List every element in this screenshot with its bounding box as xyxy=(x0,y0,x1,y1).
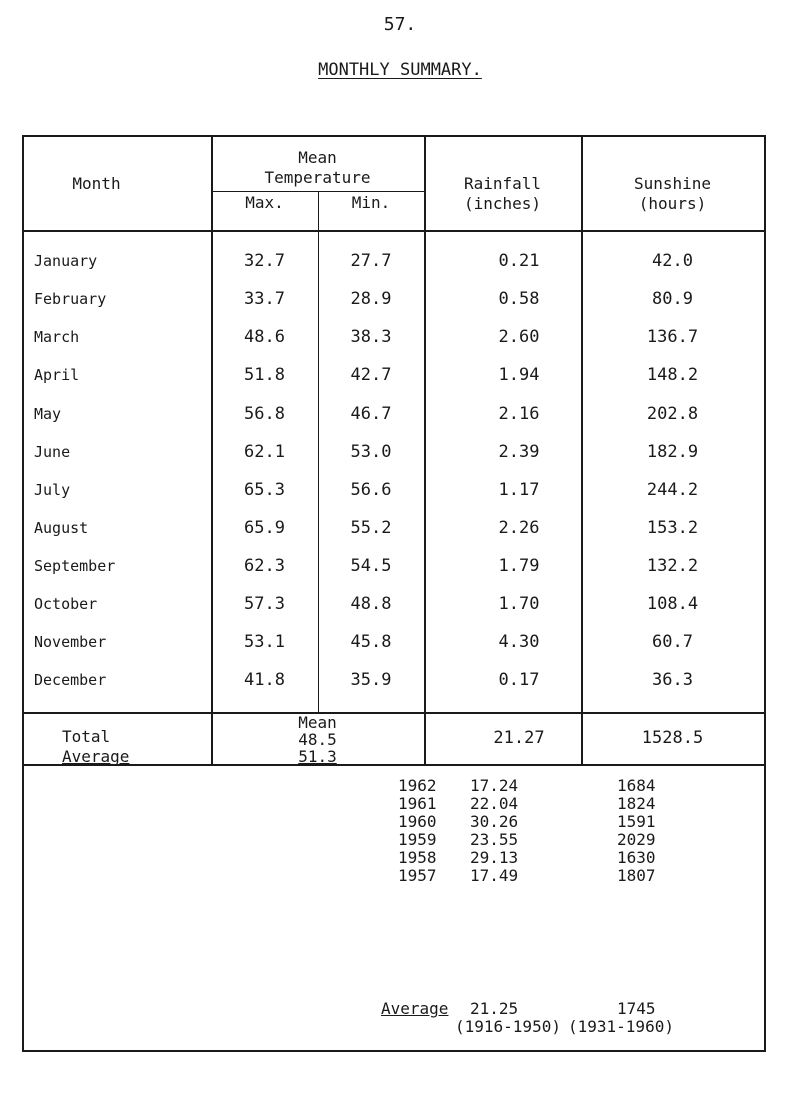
rainfall-cell: 2.39 xyxy=(498,442,540,462)
max-cell: 65.9 xyxy=(244,518,285,538)
month-cell: January xyxy=(34,252,98,270)
rainfall-period: (1916-1950) xyxy=(455,1017,561,1036)
min-cell: 54.5 xyxy=(350,556,392,576)
month-cell: February xyxy=(34,290,107,308)
max-cell: 62.1 xyxy=(244,442,285,462)
mean-temperature-header: Mean Temperature xyxy=(264,148,371,187)
rainfall-cell: 1.94 xyxy=(498,365,540,385)
min-cell: 28.9 xyxy=(350,289,392,309)
min-cell: 35.9 xyxy=(350,670,392,690)
sunshine-period: (1931-1960) xyxy=(568,1017,674,1036)
rainfall-cell: 1.79 xyxy=(498,556,540,576)
max-cell: 62.3 xyxy=(244,556,285,576)
max-cell: 48.6 xyxy=(244,327,285,347)
min-cell: 38.3 xyxy=(350,327,392,347)
sunshine-cell: 136.7 xyxy=(646,327,699,347)
max-cell: 33.7 xyxy=(244,289,285,309)
month-cell: November xyxy=(34,633,107,651)
page-number: 57. xyxy=(383,14,417,35)
average-label: Average xyxy=(381,999,449,1018)
sunshine-cell: 182.9 xyxy=(646,442,699,462)
max-cell: 51.8 xyxy=(244,365,285,385)
average-rainfall: 21.25 xyxy=(470,999,519,1018)
month-cell: July xyxy=(34,481,71,499)
min-cell: 27.7 xyxy=(350,251,392,271)
average-sunshine: 1745 xyxy=(617,999,656,1018)
sunshine-cell: 132.2 xyxy=(646,556,699,576)
min-cell: 55.2 xyxy=(350,518,392,538)
rainfall-header: Rainfall (inches) xyxy=(463,174,542,213)
max-cell: 65.3 xyxy=(244,480,285,500)
rainfall-cell: 1.70 xyxy=(498,594,540,614)
document-title: MONTHLY SUMMARY. xyxy=(318,60,482,80)
sunshine-cell: 42.0 xyxy=(652,251,693,271)
rainfall-cell: 0.21 xyxy=(498,251,540,271)
month-cell: October xyxy=(34,595,98,613)
month-cell: December xyxy=(34,671,107,689)
min-cell: 42.7 xyxy=(350,365,392,385)
rainfall-cell: 2.16 xyxy=(498,404,540,424)
min-cell: 45.8 xyxy=(350,632,392,652)
rainfall-cell: 1.17 xyxy=(498,480,540,500)
sunshine-cell: 60.7 xyxy=(652,632,693,652)
max-header: Max. xyxy=(245,193,284,212)
max-cell: 53.1 xyxy=(244,632,285,652)
min-cell: 53.0 xyxy=(350,442,392,462)
sunshine-cell: 148.2 xyxy=(646,365,699,385)
min-header: Min. xyxy=(351,193,391,212)
yearly-rainfall-list: 17.24 22.04 30.26 23.55 29.13 17.49 xyxy=(470,776,519,885)
sunshine-cell: 244.2 xyxy=(646,480,699,500)
rainfall-cell: 0.17 xyxy=(498,670,540,690)
sunshine-cell: 202.8 xyxy=(646,404,699,424)
min-cell: 48.8 xyxy=(350,594,392,614)
sunshine-cell: 153.2 xyxy=(646,518,699,538)
sunshine-cell: 80.9 xyxy=(652,289,693,309)
rainfall-cell: 2.60 xyxy=(498,327,540,347)
min-cell: 56.6 xyxy=(350,480,392,500)
yearly-sunshine-list: 1684 1824 1591 2029 1630 1807 xyxy=(617,776,656,885)
min-cell: 46.7 xyxy=(350,404,392,424)
year-list: 1962 1961 1960 1959 1958 1957 xyxy=(398,776,437,885)
sunshine-cell: 36.3 xyxy=(652,670,693,690)
month-cell: September xyxy=(34,557,116,575)
month-cell: August xyxy=(34,519,89,537)
month-cell: May xyxy=(34,405,62,423)
rainfall-cell: 2.26 xyxy=(498,518,540,538)
sunshine-total: 1528.5 xyxy=(641,728,704,748)
month-header: Month xyxy=(72,174,121,193)
max-cell: 32.7 xyxy=(244,251,285,271)
sunshine-cell: 108.4 xyxy=(646,594,699,614)
rainfall-cell: 0.58 xyxy=(498,289,540,309)
total-label: Total Average xyxy=(62,727,130,766)
month-cell: March xyxy=(34,328,80,346)
month-cell: April xyxy=(34,366,80,384)
mean-temperature-total: Mean 48.5 51.3 xyxy=(298,713,337,766)
month-cell: June xyxy=(34,443,71,461)
sunshine-header: Sunshine (hours) xyxy=(633,174,712,213)
max-cell: 57.3 xyxy=(244,594,285,614)
max-cell: 56.8 xyxy=(244,404,285,424)
max-cell: 41.8 xyxy=(244,670,285,690)
rainfall-cell: 4.30 xyxy=(498,632,540,652)
rainfall-total: 21.27 xyxy=(493,728,545,748)
